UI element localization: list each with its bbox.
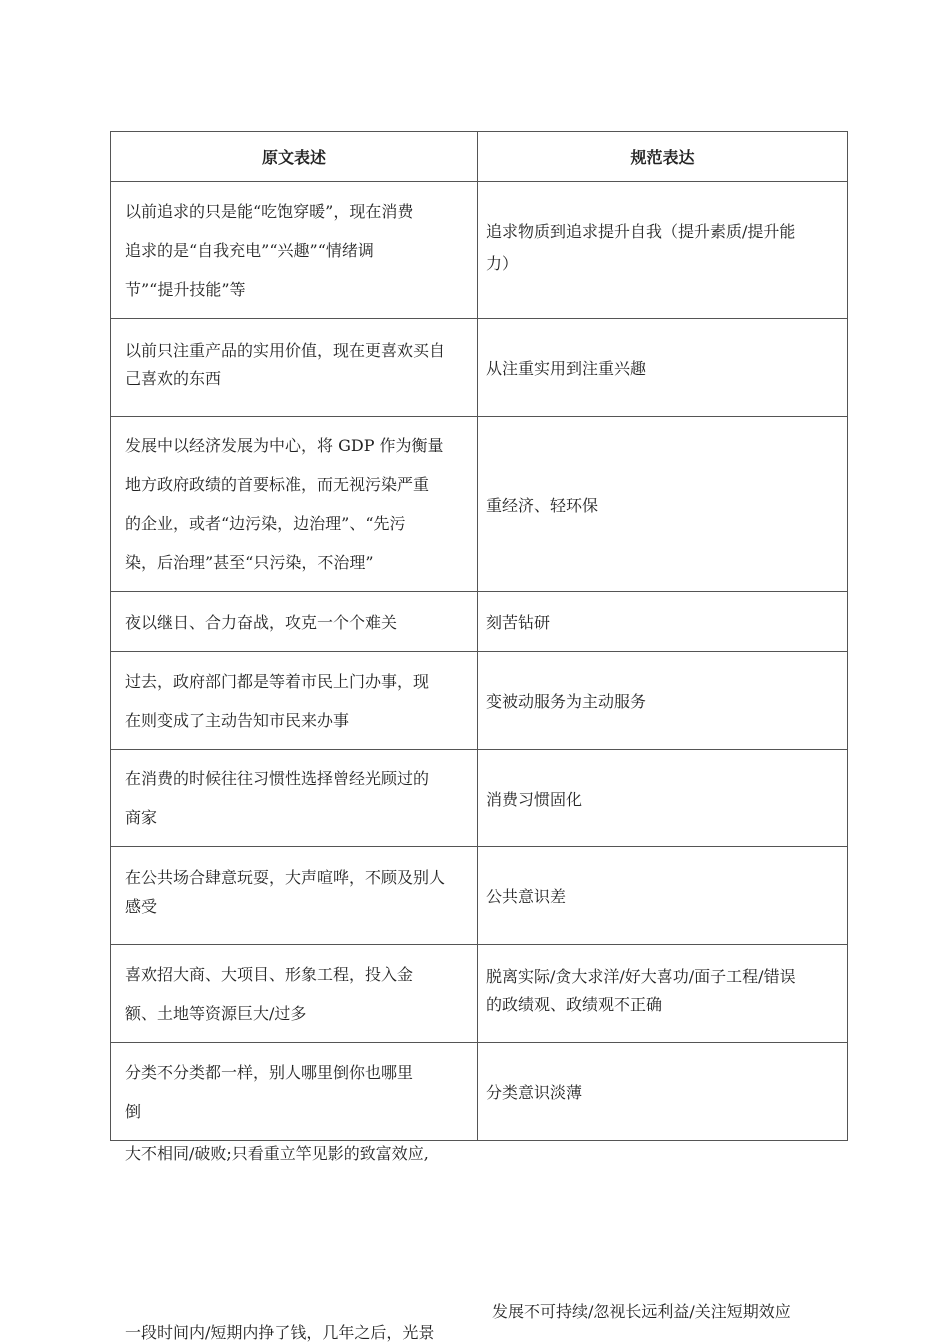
trailing-text-left: 一段时间内/短期内挣了钱，几年之后，光景 (125, 1323, 435, 1342)
normative-cell: 重经济、轻环保 (478, 417, 848, 592)
table-row (111, 1043, 848, 1141)
original-cell: 以前追求的只是能“吃饱穿暖”，现在消费 追求的是“自我充电”“兴趣”“情绪调 节”“提升技能”等 (111, 182, 478, 319)
table-header-row (111, 132, 848, 182)
table-row (111, 750, 848, 847)
trailing-text-right: 发展不可持续/忽视长远利益/关注短期效应 (492, 1302, 791, 1321)
original-cell: 过去，政府部门都是等着市民上门办事，现 在则变成了主动告知市民来办事 (111, 652, 478, 750)
original-cell: 发展中以经济发展为中心，将 GDP 作为衡量 地方政府政绩的首要标准，而无视污染严重 的企业，或者“边污染，边治理”、“先污 染，后治理”甚至“只污染，不治理” (111, 417, 478, 592)
normative-cell: 从注重实用到注重兴趣 (478, 319, 848, 417)
comparison-table (110, 131, 848, 1141)
original-cell: 喜欢招大商、大项目、形象工程，投入金 额、土地等资源巨大/过多 (111, 945, 478, 1043)
normative-cell: 变被动服务为主动服务 (478, 652, 848, 750)
normative-cell: 脱离实际/贪大求洋/好大喜功/面子工程/错误 的政绩观、政绩观不正确 (478, 945, 848, 1043)
normative-cell: 消费习惯固化 (478, 750, 848, 847)
trailing-text-line: 大不相同/破败;只看重立竿见影的致富效应, (125, 1144, 429, 1163)
normative-cell: 公共意识差 (478, 847, 848, 945)
table-row (111, 847, 848, 945)
original-cell: 以前只注重产品的实用价值，现在更喜欢买自 己喜欢的东西 (111, 319, 478, 417)
table-row (111, 182, 848, 319)
original-cell: 在消费的时候往往习惯性选择曾经光顾过的 商家 (111, 750, 478, 847)
table-row (111, 652, 848, 750)
original-cell: 分类不分类都一样，别人哪里倒你也哪里 倒 (111, 1043, 478, 1141)
original-cell: 夜以继日、合力奋战，攻克一个个难关 (111, 592, 478, 652)
header-normative: 规范表达 (478, 132, 848, 182)
table-row (111, 417, 848, 592)
normative-cell: 分类意识淡薄 (478, 1043, 848, 1141)
table-row (111, 592, 848, 652)
normative-cell: 追求物质到追求提升自我（提升素质/提升能 力） (478, 182, 848, 319)
header-original: 原文表述 (111, 132, 478, 182)
table-row (111, 945, 848, 1043)
table-row (111, 319, 848, 417)
original-cell: 在公共场合肆意玩耍，大声喧哗，不顾及别人 感受 (111, 847, 478, 945)
normative-cell: 刻苦钻研 (478, 592, 848, 652)
